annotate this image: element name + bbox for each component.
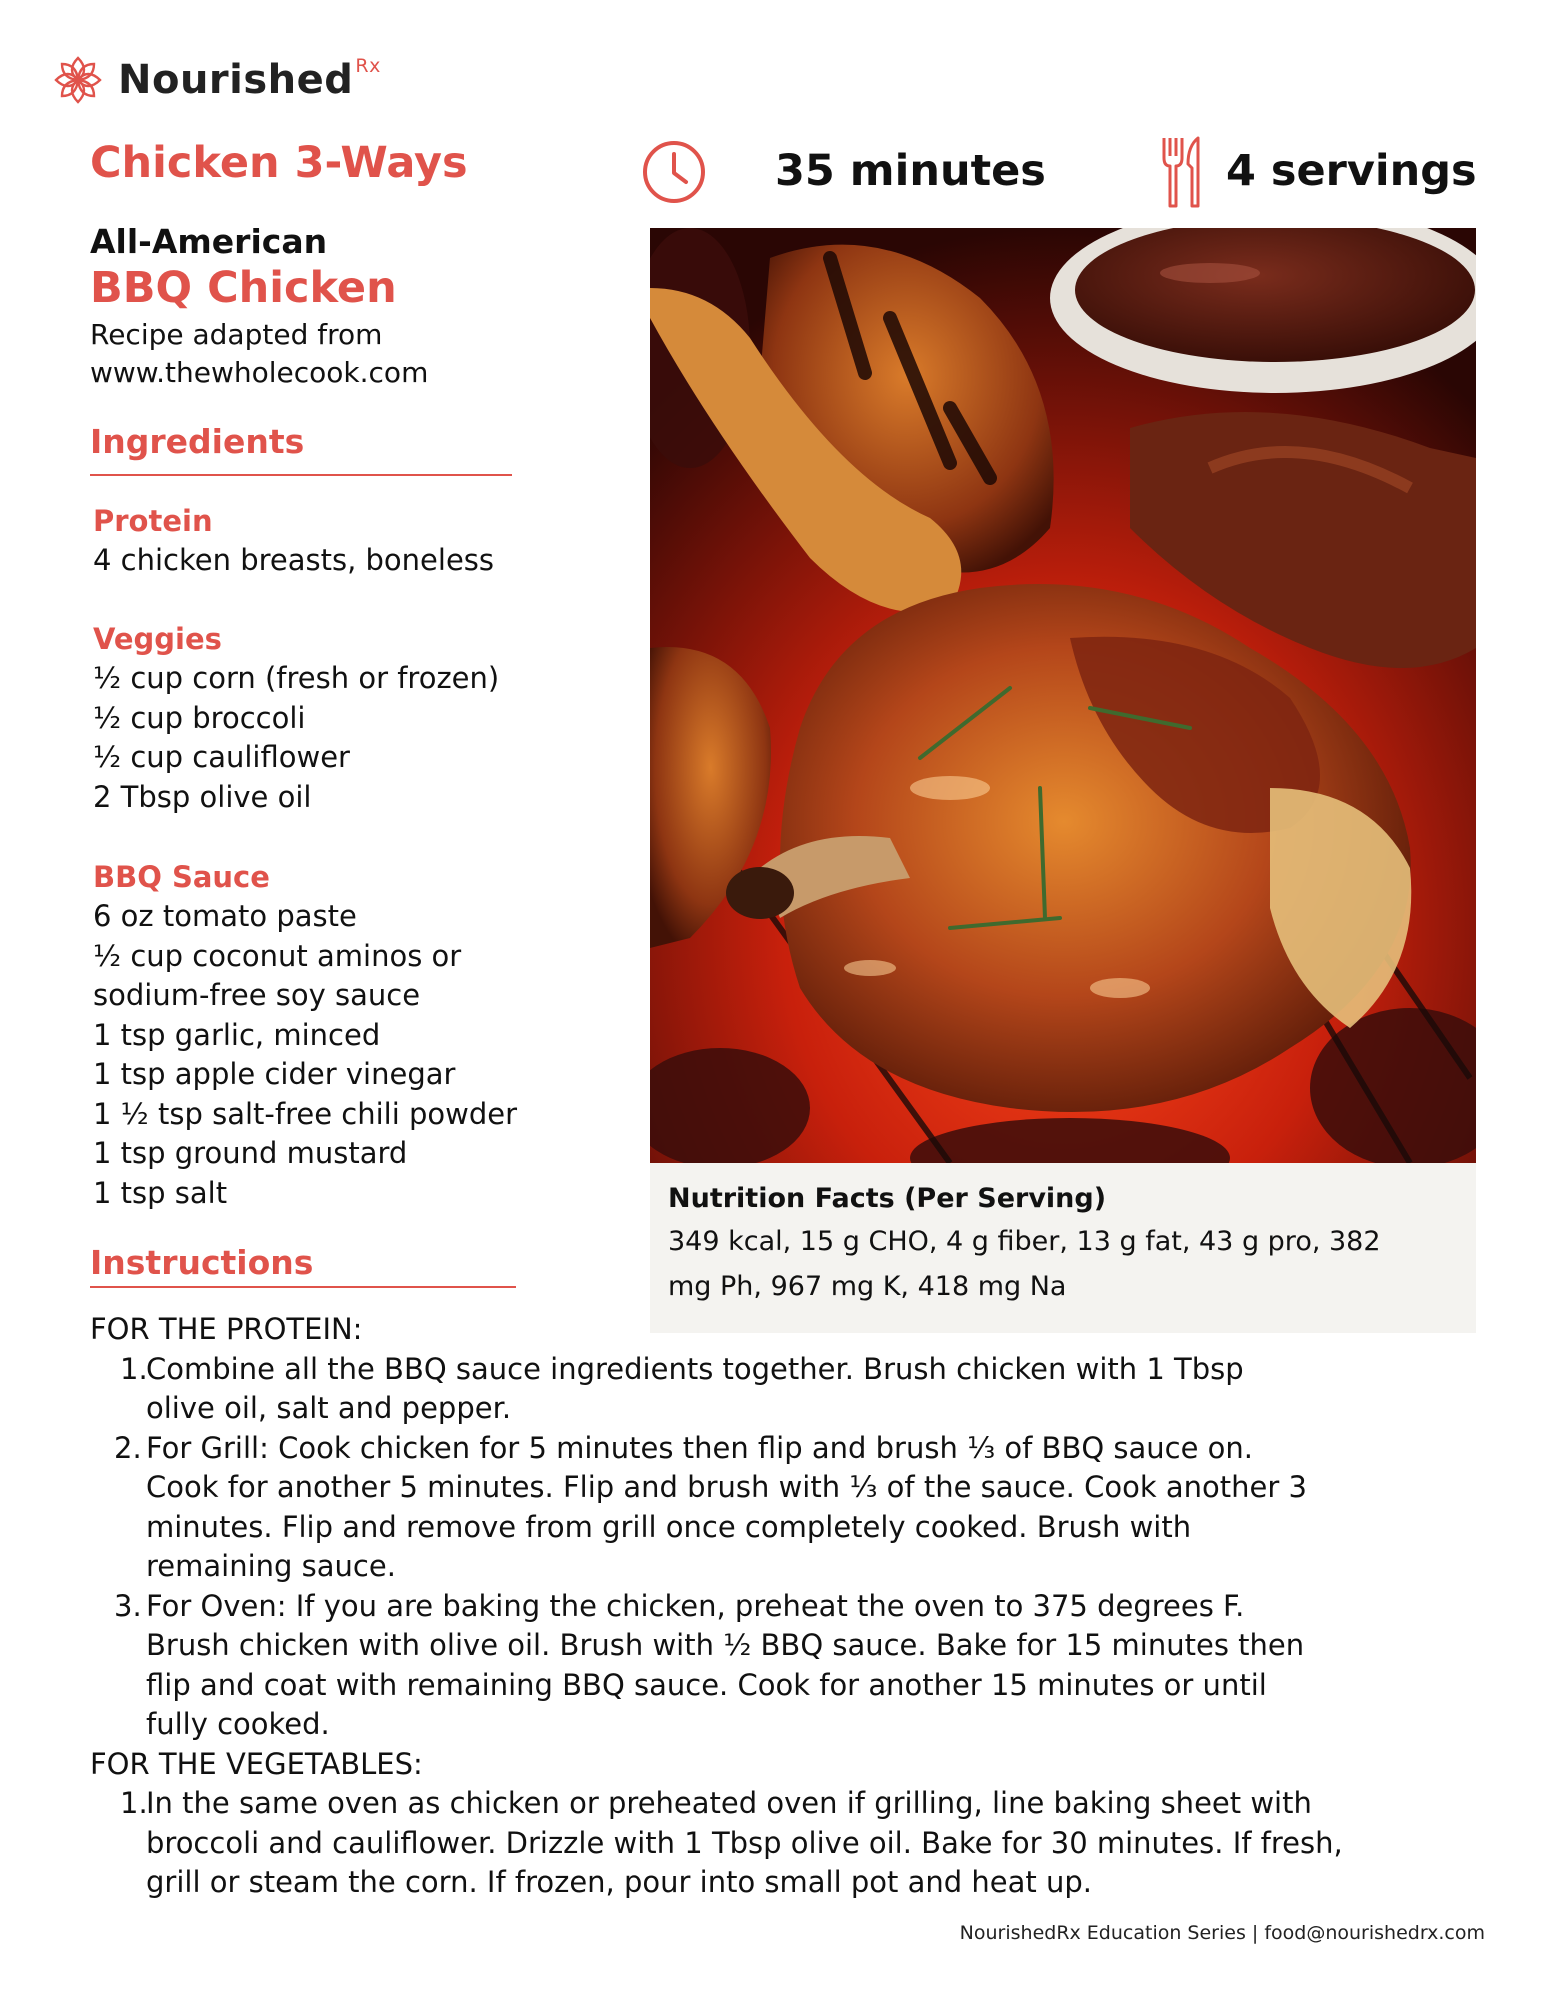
vegetable-steps	[90, 1784, 1480, 1903]
vegetable-steps-heading: FOR THE VEGETABLES:	[90, 1746, 423, 1781]
instructions-heading: Instructions	[90, 1243, 314, 1282]
step-line: Combine all the BBQ sauce ingredients together. Brush chicken with 1 Tbsp	[146, 1351, 1244, 1386]
ingredient-item: ½ cup coconut aminos or	[93, 938, 462, 973]
step-number: 2.	[114, 1430, 142, 1465]
step-number: 1.	[120, 1786, 148, 1820]
step-line: fully cooked.	[146, 1707, 330, 1741]
ingredients-divider	[90, 474, 512, 476]
step-line: grill or steam the corn. If frozen, pour into small pot and heat up.	[146, 1865, 1092, 1899]
page-title: Chicken 3-Ways	[90, 138, 468, 188]
step-line: In the same oven as chicken or preheated oven if grilling, line baking sheet with	[146, 1786, 1312, 1820]
ingredient-item: 1 ½ tsp salt-free chili powder	[93, 1096, 518, 1131]
ingredient-item: 1 tsp apple cider vinegar	[93, 1057, 456, 1091]
recipe-photo	[650, 228, 1476, 1163]
nutrition-line: 349 kcal, 15 g CHO, 4 g fiber, 13 g fat, 43 g pro, 382	[668, 1226, 1381, 1257]
instruction-step	[90, 1784, 1480, 1903]
brand-suffix: Rx	[355, 55, 381, 77]
servings: 4 servings	[1226, 146, 1477, 196]
instruction-step	[90, 1350, 1480, 1429]
brand-name: Nourished $^{Rx}$	[118, 55, 381, 103]
group-bbq-sauce-heading: BBQ Sauce	[93, 860, 270, 894]
source-label: Recipe adapted from	[90, 318, 383, 351]
brand-logo	[50, 50, 381, 110]
ingredient-item: 1 tsp salt	[93, 1175, 228, 1210]
step-line: broccoli and cauliflower. Drizzle with 1 Tbsp olive oil. Bake for 30 minutes. If fresh,	[146, 1825, 1343, 1860]
ingredient-item: 6 oz tomato paste	[93, 899, 357, 933]
clock-icon	[640, 138, 708, 206]
ingredient-item: sodium-free soy sauce	[93, 978, 421, 1012]
step-line: For Oven: If you are baking the chicken, preheat the oven to 375 degrees F.	[146, 1588, 1245, 1623]
prep-time: 35 minutes	[775, 146, 1046, 196]
group-veggies-list	[93, 659, 499, 817]
source-url: www.thewholecook.com	[90, 356, 429, 389]
group-bbq-sauce-list	[93, 897, 517, 1213]
step-line: olive oil, salt and pepper.	[146, 1391, 512, 1425]
ingredient-item: ½ cup corn (fresh or frozen)	[93, 661, 500, 695]
ingredient-item: 4 chicken breasts, boneless	[93, 543, 495, 577]
step-number: 1.	[120, 1351, 148, 1386]
instruction-step	[90, 1429, 1480, 1587]
group-protein-heading: Protein	[93, 504, 213, 538]
flower-logo-icon	[50, 52, 106, 108]
instructions-divider	[90, 1286, 516, 1288]
ingredients-heading: Ingredients	[90, 422, 305, 461]
group-protein-list	[93, 541, 494, 581]
footer: NourishedRx Education Series | food@nourishedrx.com	[959, 1922, 1485, 1944]
fork-knife-icon	[1160, 134, 1204, 210]
protein-steps	[90, 1350, 1480, 1745]
ingredient-item: 1 tsp garlic, minced	[93, 1017, 381, 1052]
recipe-source	[90, 316, 510, 392]
instruction-step	[90, 1587, 1480, 1745]
step-line: Cook for another 5 minutes. Flip and brush with ⅓ of the sauce. Cook another 3	[146, 1470, 1307, 1504]
step-line: Brush chicken with olive oil. Brush with ½ BBQ sauce. Bake for 15 minutes then	[146, 1628, 1305, 1662]
step-number: 3.	[114, 1588, 142, 1623]
ingredient-item: ½ cup broccoli	[93, 700, 306, 735]
ingredient-item: 1 tsp ground mustard	[93, 1136, 408, 1170]
protein-steps-heading: FOR THE PROTEIN:	[90, 1312, 363, 1346]
recipe-subtitle: All-American	[90, 222, 328, 261]
group-veggies-heading: Veggies	[93, 622, 222, 656]
step-line: minutes. Flip and remove from grill once completely cooked. Brush with	[146, 1509, 1192, 1544]
nutrition-line: mg Ph, 967 mg K, 418 mg Na	[668, 1271, 1067, 1302]
step-line: For Grill: Cook chicken for 5 minutes then flip and brush ⅓ of BBQ sauce on.	[146, 1430, 1253, 1465]
step-line: flip and coat with remaining BBQ sauce. Cook for another 15 minutes or until	[146, 1667, 1267, 1702]
nutrition-values	[668, 1219, 1458, 1309]
recipe-name: BBQ Chicken	[90, 263, 397, 313]
ingredient-item: 2 Tbsp olive oil	[93, 779, 312, 814]
ingredient-item: ½ cup cauliflower	[93, 740, 350, 774]
instructions-body	[90, 1310, 1480, 1903]
nutrition-facts	[650, 1163, 1476, 1333]
step-line: remaining sauce.	[146, 1549, 396, 1583]
nutrition-heading: Nutrition Facts (Per Serving)	[668, 1183, 1107, 1214]
